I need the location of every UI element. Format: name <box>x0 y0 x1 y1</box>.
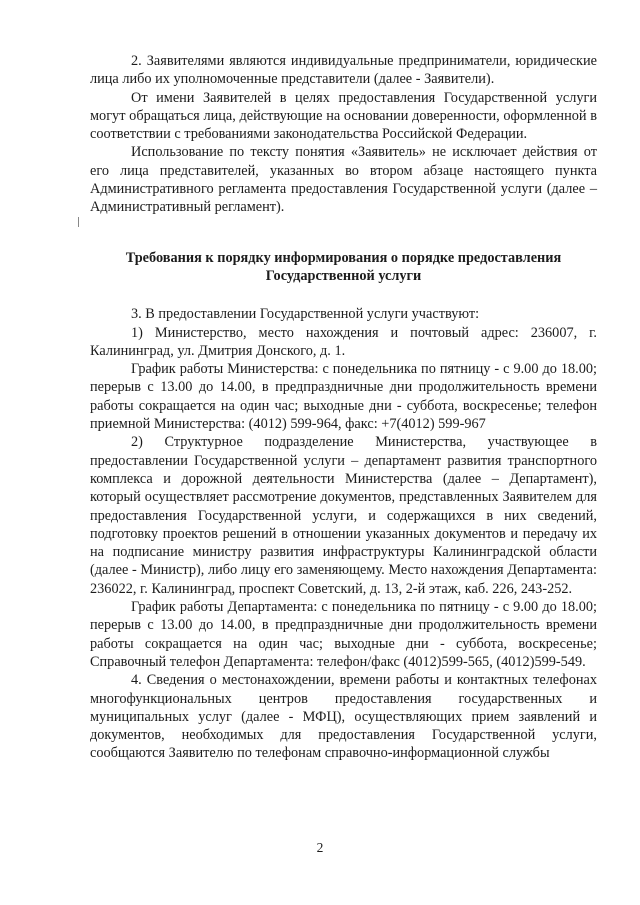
paragraph-ministry-address: 1) Министерство, место нахождения и почтовый адрес: 236007, г. Калининград, ул. Дмитрия Донского, д. 1. <box>90 324 597 359</box>
paragraph-department: 2) Структурное подразделение Министерства, участвующее в предоставлении Государственной услуги – департамент развития транспортного комплекса и дорожной деятельности Министерства (далее – Департамент), который осуществляет рассмотрение документов, представленных Заявителем для предоставления Государственной услуги, и содержащихся в них сведений, подготовку проектов решений в отношении указанных документов и передачу их на подписание министру развития инфраструктуры Калининградской области (далее - Министр), либо лицу его заменяющему. Место нахождения Департамента: 236022, г. Калининград, проспект Советский, д. 13, 2-й этаж, каб. 226, 243-252. <box>90 434 597 597</box>
paragraph-mfc-info: 4. Сведения о местонахождении, времени работы и контактных телефонах многофункциональных центров предоставления государственных и муниципальных услуг (далее - МФЦ), осуществляющих прием заявлений и документов, необходимых для предоставления Государственной услуги, сообщаются Заявителю по телефонам справочно-информационной службы <box>90 672 597 762</box>
page-number: 2 <box>316 840 324 855</box>
paragraph-ministry-schedule: График работы Министерства: с понедельника по пятницу - с 9.00 до 18.00; перерыв с 13.00 до 14.00, в предпраздничные дни продолжительность времени работы сокращается на один час; выходные дни - суббота, воскресенье; телефон приемной Министерства: (4012) 599-964, факс: +7(4012) 599-967 <box>90 361 597 433</box>
paragraph-participants: 3. В предоставлении Государственной услуги участвуют: <box>131 306 480 323</box>
section-heading: Требования к порядку информирования о порядке предоставления Государственной услуги <box>125 249 562 284</box>
paragraph-applicant-term: Использование по тексту понятия «Заявитель» не исключает действия от его лица представителей, указанных во втором абзаце настоящего пункта Административного регламента предоставления Государственной услуги (далее – Административный регламент). <box>90 144 597 216</box>
page-content <box>90 52 597 763</box>
paragraph-department-schedule: График работы Департамента: с понедельника по пятницу - с 9.00 до 18.00; перерыв с 13.00 до 14.00, в предпраздничные дни продолжительность времени работы сокращается на один час; выходные дни - суббота, воскресенье; Справочный телефон Департамента: телефон/факс (4012)599-565, (4012)599-549. <box>90 599 597 670</box>
paragraph-representatives: От имени Заявителей в целях предоставления Государственной услуги могут обращаться лица, действующие на основании доверенности, оформленной в соответствии с требованиями законодательства Российской Федерации. <box>90 89 597 143</box>
paragraph-applicants: 2. Заявителями являются индивидуальные предприниматели, юридические лица либо их уполномоченные представители (далее - Заявители). <box>90 53 597 88</box>
margin-mark <box>78 217 79 227</box>
